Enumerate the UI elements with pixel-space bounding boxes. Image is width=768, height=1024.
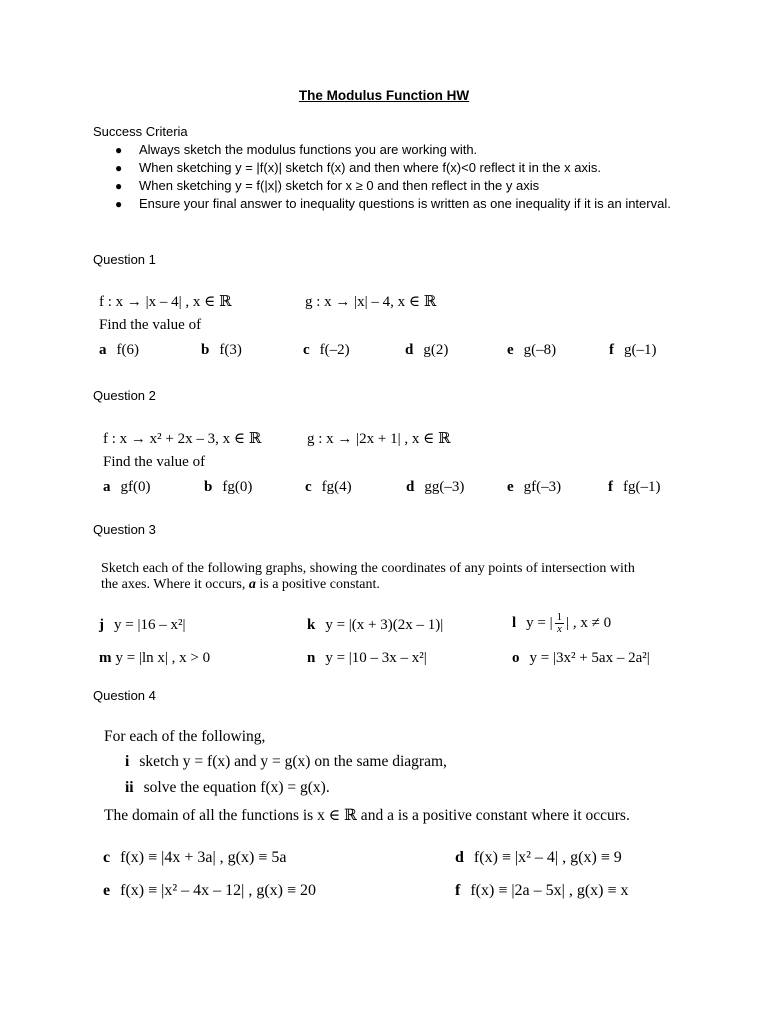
success-criteria-heading: Success Criteria [93,124,188,139]
q1-g-definition: g : x → |x| – 4, x ∈ ℝ [305,294,437,310]
q4-domain-text: The domain of all the functions is x ∈ ℝ and a is a positive constant where it occurs. [104,807,630,824]
q4-part-e: e f(x) ≡ |x² – 4x – 12| , g(x) ≡ 20 [103,882,316,899]
q1-part-e: e g(–8) [507,342,557,358]
q2-f-definition: f : x → x² + 2x – 3, x ∈ ℝ [103,431,262,447]
criteria-item: ● When sketching y = |f(x)| sketch f(x) and then where f(x)<0 reflect it in the x axis. [115,160,601,175]
page-title: The Modulus Function HW [298,88,470,103]
q4-intro: For each of the following, [104,728,266,745]
q4-part-f: f f(x) ≡ |2a – 5x| , g(x) ≡ x [455,882,629,899]
q3-part-j: j y = |16 – x²| [99,617,186,633]
question-4-heading: Question 4 [93,688,156,703]
q2-instruction: Find the value of [103,454,206,470]
q3-part-m: m y = |ln x| , x > 0 [99,650,211,666]
question-1-heading: Question 1 [93,252,156,267]
question-2-heading: Question 2 [93,388,156,403]
q4-step-i: i sketch y = f(x) and y = g(x) on the same diagram, [125,753,447,770]
q1-f-definition: f : x → |x – 4| , x ∈ ℝ [99,294,232,310]
bullet-icon: ● [115,143,123,157]
q3-instruction-line-2: the axes. Where it occurs, a is a positive constant. [101,577,380,592]
q2-part-f: f fg(–1) [608,479,661,495]
q3-part-l: l y = | $\frac{1}{x}$ | , x ≠ 0 [512,611,612,635]
q2-part-a: a gf(0) [103,479,151,495]
q2-part-c: c fg(4) [305,479,352,495]
q1-part-d: d g(2) [405,342,449,358]
bullet-icon: ● [115,179,123,193]
q4-part-d: d f(x) ≡ |x² – 4| , g(x) ≡ 9 [455,849,622,866]
q1-part-c: c f(–2) [303,342,350,358]
q2-part-e: e gf(–3) [507,479,562,495]
q4-part-c: c f(x) ≡ |4x + 3a| , g(x) ≡ 5a [103,849,287,866]
q3-part-o: o y = |3x² + 5ax – 2a²| [512,650,650,666]
bullet-icon: ● [115,161,123,175]
criteria-item: ● Always sketch the modulus functions you are working with. [115,142,478,157]
q3-part-k: k y = |(x + 3)(2x – 1)| [307,617,444,633]
question-3-heading: Question 3 [93,522,156,537]
q4-step-ii: ii solve the equation f(x) = g(x). [125,779,330,796]
q2-part-b: b fg(0) [204,479,253,495]
q1-part-a: a f(6) [99,342,139,358]
q3-part-n: n y = |10 – 3x – x²| [307,650,427,666]
q1-part-b: b f(3) [201,342,242,358]
q1-part-f: f g(–1) [609,342,657,358]
bullet-icon: ● [115,197,123,211]
q1-instruction: Find the value of [99,317,202,333]
criteria-item: ● Ensure your final answer to inequality questions is written as one inequality if it is an interval. [115,196,671,211]
q3-instruction-line-1: Sketch each of the following graphs, showing the coordinates of any points of intersection with [101,561,635,576]
q2-g-definition: g : x → |2x + 1| , x ∈ ℝ [307,431,451,447]
fraction: $\frac{1}{x}$ [556,611,563,635]
q2-part-d: d gg(–3) [406,479,465,495]
success-criteria-list [93,141,693,213]
criteria-item: ● When sketching y = f(|x|) sketch for x ≥ 0 and then reflect in the y axis [115,178,540,193]
